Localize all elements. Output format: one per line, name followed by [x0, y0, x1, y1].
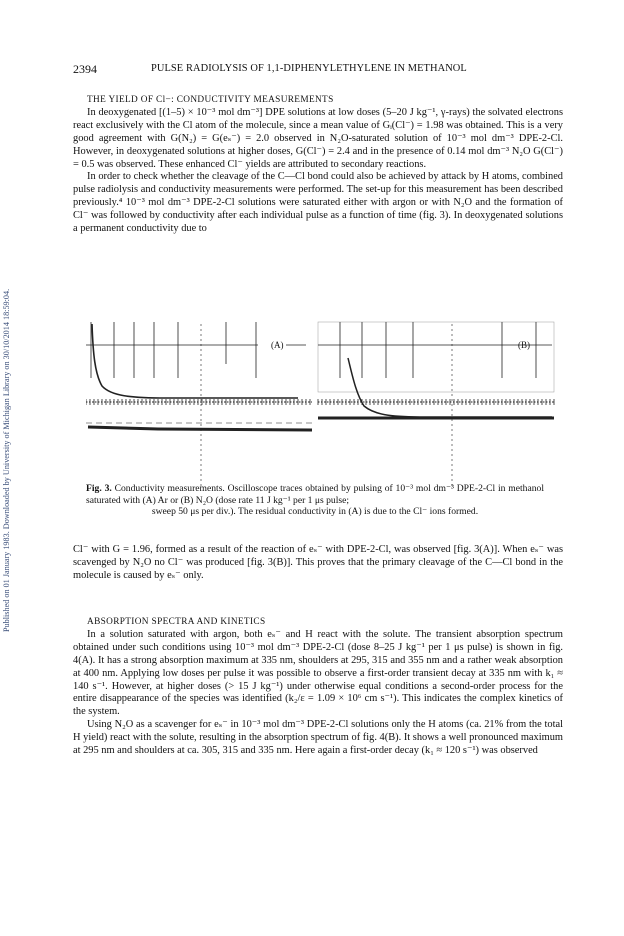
paragraph: In deoxygenated [(1–5) × 10⁻³ mol dm⁻³] DPE solutions at low doses (5–20 J kg⁻¹, γ-rays) the solvated electrons react exclusively with the Cl atom of the molecule, since a mean value of Gᵢ(Cl⁻) = 1.98 was obtained. This is a very good agreement with G(N₂) = G(eₛ⁻) = 2.0 observed in N₂O-saturated solution of 10⁻³ mol dm⁻³ DPE-2-Cl. However, in deoxygenated solutions at higher doses, G(Cl⁻) = 2.4 and in the presence of 0.14 mol dm⁻³ N₂O G(Cl⁻) = 0.5 was observed. These enhanced Cl⁻ yields are attributed to secondary reactions.	[73, 106, 563, 170]
section-heading-absorption: ABSORPTION SPECTRA AND KINETICS	[87, 617, 266, 627]
caption-last-line: sweep 50 μs per div.). The residual conductivity in (A) is due to the Cl⁻ ions formed.	[151, 506, 479, 518]
figure-label: Fig. 3.	[86, 483, 112, 494]
paragraph: Cl⁻ with G = 1.96, formed as a result of the reaction of eₛ⁻ with DPE-2-Cl, was observed [fig. 3(A)]. When eₛ⁻ was scavenged by N₂O no Cl⁻ was produced [fig. 3(B)]. This proves that the primary cleavage of the C—Cl bond in the molecule is caused by eₛ⁻ only.	[73, 544, 563, 581]
panel-a-label: (A)	[271, 340, 284, 350]
paragraph: In a solution saturated with argon, both eₛ⁻ and H react with the solute. The transient absorption spectrum obtained under such conditions using 10⁻³ mol dm⁻³ DPE-2-Cl (dose 8–25 J kg⁻¹ per 1 μs pulse) is shown in fig. 4(A). It has a strong absorption maximum at 335 nm, shoulders at 295, 315 and 355 nm and a rather weak absorption at 400 nm. Applying low doses per pulse it was possible to observe a first-order transient decay at 335 nm with k₁ ≈ 140 s⁻¹. However, at higher doses (> 15 J kg⁻¹) under otherwise equal conditions a second-order process for the entire disappearance of the species was identified (k₂/ε = 1.09 × 10⁶ cm s⁻¹). This indicates the complex kinetics of the system.	[73, 628, 563, 718]
panel-b-label: (B)	[518, 340, 530, 350]
paragraph: Using N₂O as a scavenger for eₛ⁻ in 10⁻³ mol dm⁻³ DPE-2-Cl solutions only the H atoms (ca. 21% from the total H yield) react with the solute, resulting in the absorption spectrum of fig. 4(B). It shows a well pronounced maximum at 295 nm and shoulders at ca. 305, 315 and 335 nm. Here again a first-order decay (k₁ ≈ 120 s⁻¹) was observed	[73, 719, 563, 757]
page-number: 2394	[73, 62, 97, 76]
section-absorption	[73, 616, 563, 758]
section-conductivity-continued	[73, 544, 563, 583]
section-conductivity	[73, 94, 563, 236]
section-heading-conductivity: THE YIELD OF Cl−: CONDUCTIVITY MEASUREMENTS	[87, 95, 334, 105]
caption-text: Conductivity measurements. Oscilloscope traces obtained by pulsing of 10⁻³ mol dm⁻³ DPE-2-Cl in methanol saturated with (A) Ar or (B) N₂O (dose rate 11 J kg⁻¹ per 1 μs pulse;	[86, 483, 544, 506]
figure-caption	[86, 483, 544, 518]
paragraph: In order to check whether the cleavage of the C—Cl bond could also be achieved by attack by H atoms, combined pulse radiolysis and conductivity measurements were performed. The set-up for this measurement has been described previously.⁴ 10⁻³ mol dm⁻³ DPE-2-Cl solutions were saturated either with argon or with N₂O and the formation of Cl⁻ was followed by conductivity after each individual pulse as a function of time (fig. 3). In deoxygenated solutions a permanent conductivity due to	[73, 171, 563, 235]
running-title: PULSE RADIOLYSIS OF 1,1-DIPHENYLETHYLENE IN METHANOL	[151, 63, 467, 74]
oscilloscope-figure	[86, 314, 556, 490]
page-header	[73, 62, 563, 76]
download-watermark: Published on 01 January 1983. Downloaded by University of Michigan Library on 30/10/2014 18:59:04.	[2, 288, 11, 632]
